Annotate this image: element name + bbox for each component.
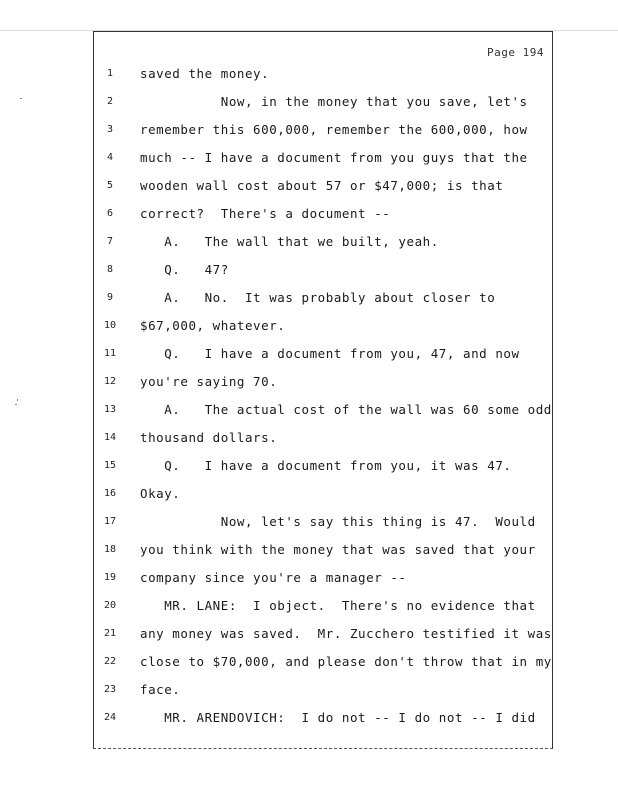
line-text: $67,000, whatever.: [140, 318, 286, 333]
line-text: correct? There's a document --: [140, 206, 391, 221]
line-number: 6: [106, 208, 114, 219]
line-number: 5: [106, 180, 114, 191]
transcript-line: [94, 624, 552, 644]
line-number: 3: [106, 124, 114, 135]
line-text: thousand dollars.: [140, 430, 278, 445]
line-number: 1: [106, 68, 114, 79]
line-text: Okay.: [140, 486, 181, 501]
line-number: 20: [103, 600, 117, 611]
transcript-line: [94, 484, 552, 504]
line-text: face.: [140, 682, 181, 697]
line-text: wooden wall cost about 57 or $47,000; is that: [140, 178, 504, 193]
line-text: Q. 47?: [140, 262, 229, 277]
line-text: Now, let's say this thing is 47. Would: [140, 514, 536, 529]
line-text: company since you're a manager --: [140, 570, 407, 585]
transcript-line: [94, 596, 552, 616]
transcript-line: [94, 232, 552, 252]
line-number: 13: [103, 404, 117, 415]
line-number: 15: [103, 460, 117, 471]
line-number: 8: [106, 264, 114, 275]
line-number: 23: [103, 684, 117, 695]
transcript-line: [94, 428, 552, 448]
line-number: 19: [103, 572, 117, 583]
transcript-line: [94, 540, 552, 560]
line-text: Q. I have a document from you, it was 47.: [140, 458, 512, 473]
transcript-line: [94, 456, 552, 476]
line-text: close to $70,000, and please don't throw that in my: [140, 654, 552, 669]
line-text: A. The actual cost of the wall was 60 some odd: [140, 402, 552, 417]
transcript-line: [94, 400, 552, 420]
line-text: you're saying 70.: [140, 374, 278, 389]
line-number: 22: [103, 656, 117, 667]
line-number: 12: [103, 376, 117, 387]
line-text: any money was saved. Mr. Zucchero testified it was: [140, 626, 552, 641]
transcript-line: [94, 64, 552, 84]
line-text: Now, in the money that you save, let's: [140, 94, 528, 109]
line-number: 14: [103, 432, 117, 443]
scan-speck: [20, 98, 22, 99]
line-text: MR. ARENDOVICH: I do not -- I do not -- I did: [140, 710, 536, 725]
line-text: you think with the money that was saved that your: [140, 542, 536, 557]
scan-speck: [15, 404, 17, 405]
line-text: A. No. It was probably about closer to: [140, 290, 496, 305]
line-number: 7: [106, 236, 114, 247]
transcript-line: [94, 148, 552, 168]
transcript-line: [94, 316, 552, 336]
line-number: 4: [106, 152, 114, 163]
line-number: 16: [103, 488, 117, 499]
transcript-line: [94, 176, 552, 196]
transcript-line: [94, 120, 552, 140]
transcript-line: [94, 708, 552, 728]
line-number: 21: [103, 628, 117, 639]
transcript-line: [94, 372, 552, 392]
transcript-line: [94, 512, 552, 532]
line-text: saved the money.: [140, 66, 270, 81]
transcript-line: [94, 260, 552, 280]
line-number: 17: [103, 516, 117, 527]
line-number: 2: [106, 96, 114, 107]
transcript-line: [94, 204, 552, 224]
line-text: A. The wall that we built, yeah.: [140, 234, 439, 249]
line-number: 24: [103, 712, 117, 723]
line-text: much -- I have a document from you guys that the: [140, 150, 528, 165]
line-number: 9: [106, 292, 114, 303]
transcript-line: [94, 288, 552, 308]
transcript-line: [94, 680, 552, 700]
line-number: 10: [103, 320, 117, 331]
line-text: remember this 600,000, remember the 600,000, how: [140, 122, 528, 137]
transcript-line: [94, 92, 552, 112]
line-number: 18: [103, 544, 117, 555]
line-text: MR. LANE: I object. There's no evidence that: [140, 598, 536, 613]
transcript-page: [93, 31, 553, 749]
scan-speck: [17, 399, 18, 401]
transcript-line: [94, 568, 552, 588]
line-number: 11: [103, 348, 117, 359]
line-text: Q. I have a document from you, 47, and now: [140, 346, 520, 361]
page-number: Page 194: [487, 46, 544, 59]
transcript-line: [94, 344, 552, 364]
transcript-line: [94, 652, 552, 672]
